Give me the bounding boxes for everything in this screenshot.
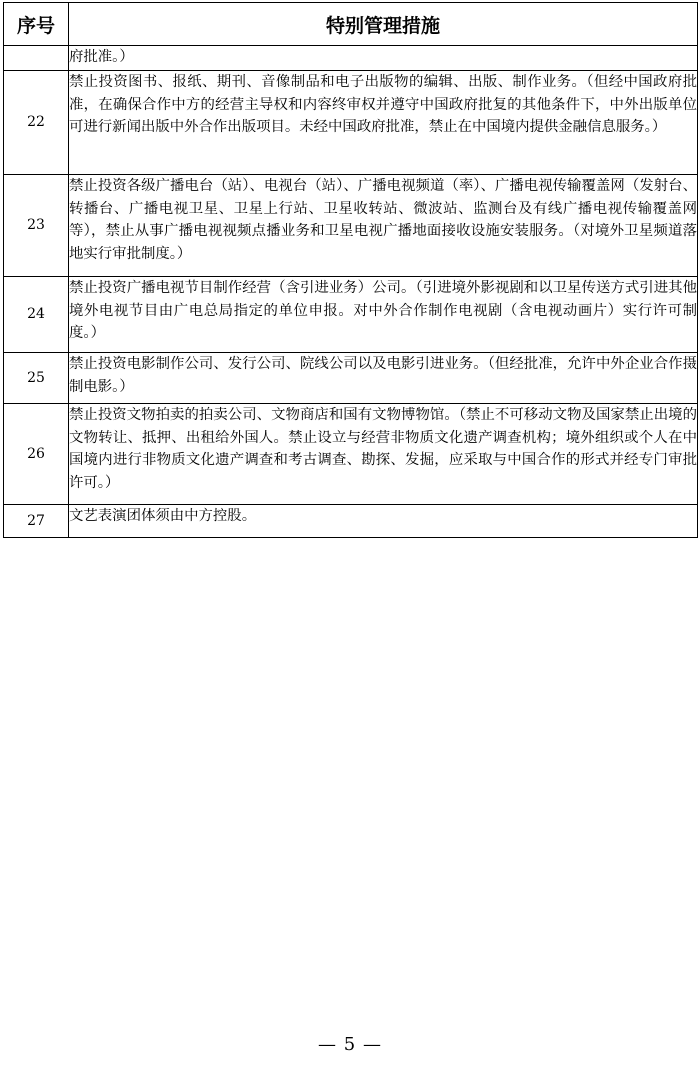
row-measure-text: 禁止投资电影制作公司、发行公司、院线公司以及电影引进业务。（但经批准，允许中外企业合作摄制电影。）	[69, 352, 698, 403]
table-row	[4, 504, 698, 537]
row-number: 24	[4, 276, 69, 352]
table-row	[4, 174, 698, 276]
header-measures: 特别管理措施	[69, 3, 698, 46]
special-measures-table	[3, 2, 698, 538]
row-number: 25	[4, 352, 69, 403]
row-measure-text: 禁止投资各级广播电台（站）、电视台（站）、广播电视频道（率）、广播电视传输覆盖网（发射台、转播台、广播电视卫星、卫星上行站、卫星收转站、微波站、监测台及有线广播电视传输覆盖网等），禁止从事广播电视视频点播业务和卫星电视广播地面接收设施安装服务。（对境外卫星频道落地实行审批制度。）	[69, 174, 698, 276]
table-row	[4, 276, 698, 352]
table-row-continuation	[4, 46, 698, 71]
table-row	[4, 403, 698, 504]
row-measure-text: 禁止投资图书、报纸、期刊、音像制品和电子出版物的编辑、出版、制作业务。（但经中国政府批准，在确保合作中方的经营主导权和内容终审权并遵守中国政府批复的其他条件下，中外出版单位可进行新闻出版中外合作出版项目。未经中国政府批准，禁止在中国境内提供金融信息服务。）	[69, 70, 698, 174]
row-number: 27	[4, 504, 69, 537]
table-row	[4, 352, 698, 403]
row-number: 23	[4, 174, 69, 276]
table-row	[4, 70, 698, 174]
row-number-empty	[4, 46, 69, 71]
row-measure-text: 禁止投资广播电视节目制作经营（含引进业务）公司。（引进境外影视剧和以卫星传送方式引进其他境外电视节目由广电总局指定的单位申报。对中外合作制作电视剧（含电视动画片）实行许可制度。）	[69, 276, 698, 352]
row-measure-text: 禁止投资文物拍卖的拍卖公司、文物商店和国有文物博物馆。（禁止不可移动文物及国家禁止出境的文物转让、抵押、出租给外国人。禁止设立与经营非物质文化遗产调查机构；境外组织或个人在中国境内进行非物质文化遗产调查和考古调查、勘探、发掘，应采取与中国合作的形式并经专门审批许可。）	[69, 403, 698, 504]
page-number: — 5 —	[318, 1034, 382, 1055]
row-number: 26	[4, 403, 69, 504]
row-number: 22	[4, 70, 69, 174]
row-continuation-text: 府批准。）	[69, 46, 698, 71]
row-measure-text: 文艺表演团体须由中方控股。	[69, 504, 698, 537]
header-number: 序号	[4, 3, 69, 46]
table-header-row	[4, 3, 698, 46]
